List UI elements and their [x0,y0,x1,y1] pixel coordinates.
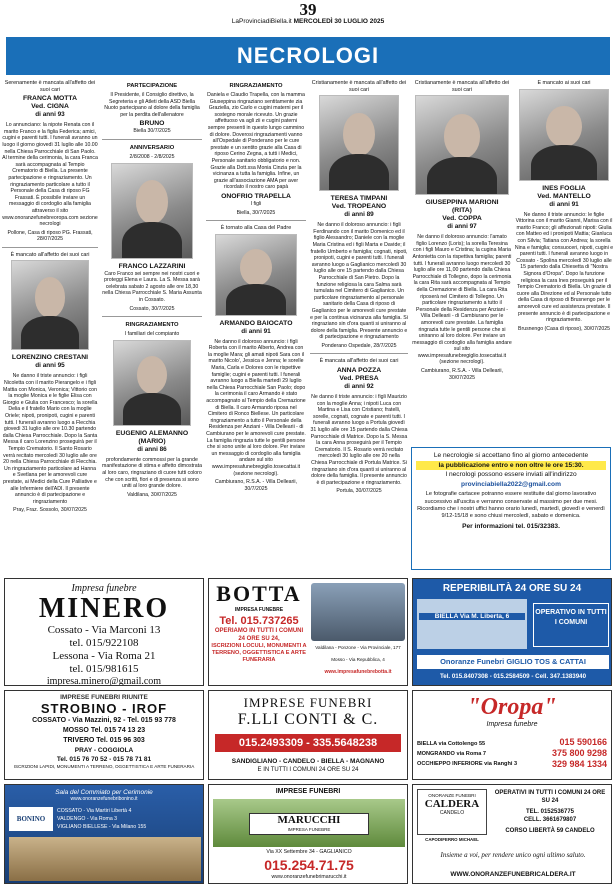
notice-signature: Biella 30/7/2025 [133,128,171,135]
ad-botta [208,578,408,686]
deceased-age: di anni 91 [549,200,579,208]
notice-signature: Pollone, Casa di riposo PG. Frassati, 28/07/2025 [7,229,93,243]
ad-line: E IN TUTTI I COMUNI 24 ORE SU 24 [257,767,359,773]
section-banner: NECROLOGI [6,37,610,75]
deceased-name: GIUSEPPINA MARIONI [425,199,499,207]
ad-address: OCCHIEPPO INFERIORE via Ranghi 3 [417,761,518,767]
deceased-name: TERESA TIMPANI [330,195,388,203]
deceased-name-2: Ved. TROPEANO [331,203,387,211]
deceased-name: FRANCO LAZZARINI [118,262,186,270]
intro: È mancata all'affetto dei suoi cari [319,358,399,365]
intro: I familiari del compianto [124,331,180,338]
notice-phone: Per informazioni tel. 015/32383. [462,523,560,531]
ad-name: BONINO [9,807,53,831]
notice-deadline: la pubblicazione entro e non oltre le ore 15:30. [416,461,606,471]
ad-address: Mosso - Via Repubblica, 4 [331,657,385,662]
deceased-name: BRUNO [139,120,165,128]
ad-giglio [412,578,612,686]
notice-signature: Pray, Fraz. Sossolo, 30/07/2025 [13,507,87,514]
publication-name: LaProvinciadiBiella.it [231,18,292,25]
portrait-photo [415,95,509,195]
notice-text: Caro Franco sei sempre nei nostri cuori e proteggi Elena e Laura. La S. Messa sarà celebrata sabato 2 agosto alle ore 18,30 nella Chiesa Parrocchiale S. Maria Assunta in Cossato. [102,270,202,303]
ad-phone: tel. 015/922108 [69,637,139,649]
ad-address: VIGLIANO BIELLESE - Via Milano 155 [57,824,147,830]
intro: È mancato ai suoi cari [537,80,591,86]
ad-phone: Tel. 015.737265 [219,615,299,627]
section-title: RINGRAZIAMENTO [125,322,179,329]
notice-text: Ne danno il triste annuncio: i figli Maurizio con la moglie Anna; i nipoti Luca con Martina e Lisa con Cristiano; fratelli, sorelle, cognati, cognate e parenti tutti. I funerali avranno luogo a Portula giovedì 31 luglio alle ore 15 partendo dalla Chiesa Parrocchiale di Matrice. Dopo la S. Messa la cara Anna proseguirà per il Tempio Crematorio. Il S. Rosario verrà recitato mercoledì 30 luglio alle ore 20 nella Chiesa Parrocchiale di Portula Matrice. Si ringraziano sin d'ora quanti si uniranno al dolore della famiglia. Il presente annuncio è di partecipazione e ringraziamento. [310,394,408,486]
ad-name: BOTTA [216,581,302,606]
ad-title: Impresa funebre [71,583,137,594]
ad-line: 24 ORE SU 24, [238,636,280,642]
intro: Serenamente è mancata all'affetto dei suoi cari [4,80,96,93]
intro: È tornato alla Casa del Padre [220,225,292,232]
ad-subtitle: IMPRESA FUNEBRE [287,827,331,832]
portrait-photo [11,260,89,350]
ad-phone: 015.254.71.75 [264,857,354,873]
ad-name: MINERO [38,593,170,624]
ad-title: IMPRESE FUNEBRI RIUNITE [60,694,148,701]
notice-signature: Portula, 30/07/2025 [336,488,382,495]
deceased-age: di anni 86 [137,445,167,453]
ad-phone: tel. 015/981615 [69,663,139,675]
portrait-photo [113,340,191,426]
ad-phone: 375 800 9298 [551,748,607,758]
ad-bonino [4,784,204,884]
ad-subtitle: IMPRESA FUNEBRE [234,607,284,613]
notice-signature: Valdilana, 30/07/2025 [127,491,177,498]
ad-place: CANDELO [439,810,465,816]
submission-notice [411,447,611,570]
deceased-age: di anni 97 [447,223,477,231]
ad-phone: Tel. 015.8407308 - 015.2584509 - Cell. 347.1383940 [439,673,587,680]
chapel-photo [9,837,201,881]
page-number: 39 [299,0,317,19]
ad-phone: 329 984 1334 [551,759,607,769]
intro: Cristianamente è mancata all'affetto dei suoi cari [414,80,510,93]
deceased-name: ANNA POZZA [336,367,382,375]
divider [206,220,306,221]
ad-name: STROBINO - IROF [40,701,168,716]
notice-text: Ne danno il doloroso annuncio: l'amato figlio Lorenzo (Loris); la sorella Teresina con i figli Mauro e Cristina; la cugina Maria Antonietta con la rispettiva famiglia; parenti tutti. I funerali avranno luogo mercoledì 30 luglio alle ore 11,00 partendo dalla Chiesa Parrocchiale di Tollegno, dopo la cerimonia la cara Rita sarà accompagnata al Tempio della Cremazione di Biella. La cara Rita riposerà nel Cimitero di Tollegno. Un particolare ringraziamento a tutto il Personale della Residenza per Anziani - Villa Dellearii - di Cambiurano per le amorevoli cure prestate. La famiglia ringrazia tutte le gentili persone che si uniranno al loro dolore. Per inviare un messaggio di cordoglio alla famiglia andare sul sito www.impresafunebregiglio.tosecattai.it (sezione necrologi). [412,234,512,366]
ad-line: COSSATO - Via Mazzini, 92 - Tel. 015 93 778 [32,717,176,724]
ad-name: MARUCCHI [277,814,341,826]
ad-name: CALDERA [424,798,480,810]
deceased-name: FRANCA MOTTA [23,95,77,103]
deceased-name-2: (RITA) [452,207,472,215]
notice-signature: Cossato, 30/7/2025 [129,305,175,312]
ad-address: MONGRANDO via Roma 7 [417,751,487,757]
signatory: I figli [250,200,262,207]
notice-text: Ne danno il doloroso annuncio: i figli Roberta con il marito Alberto, Andrea con la moglie Mara; gli amati nipoti Sara con il marito Nicolo', Jessica e Jenna; le sorelle Maria, Carla e Dolores con le rispettive famiglie; cugini e parenti tutti. I funerali avranno luogo a Biella martedì 29 luglio nella Chiesa Parrocchiale San Paolo; dopo la cerimonia il caro Armando è stato accompagnato al Tempio della Cremazione di Biella. Il caro Armando riposa nel Cimitero di Ronco Biellese. Un particolare ringraziamento a tutto il Personale della Residenza per Anziani - Villa Dellearii - di Cambiurano per le amorevoli cure prestate. La famiglia ringrazia tutte le gentili persone che si sono unite al loro dolore. Per inviare un messaggio di cordoglio alla famiglia andare sul sito www.impresafunebregiglio.tosecattai.it (sezione necrologi). [206,338,306,477]
deceased-age: di anni 91 [241,327,271,335]
ad-line: ISCRIZIONI LOCULI, MONUMENTI A TERRENO, OGGETTISTICA E ARTE FUNERARIA [211,643,307,664]
deceased-name: LORENZINO CRESTANI [11,354,89,362]
ad-title: IMPRESE FUNEBRI [243,695,373,710]
ad-phone: 015.2493309 - 335.5648238 [215,734,401,752]
deceased-name: ARMANDO BAIOCATO [219,319,293,327]
column-2 [102,80,202,560]
notice-signature: Cambiurano, R.S.A. - Villa Dellearii, 30/07/2025 [420,368,504,381]
ad-title: IMPRESE FUNEBRI [275,788,341,795]
ad-conti [208,690,408,780]
notice-text: Il Presidente, il Consiglio direttivo, la Segreteria e gli Atleti della ASD Biella Nuoto partecipano al dolore della famiglia per la perdita dell'allenatore [104,92,200,118]
notice-text: Ne danno il doloroso annuncio: i figli Ferdinando con il marito Domenico ed il figlio Alessandro; Daniele con la moglie Maria Cristina ed i figli Marta e Davide; il fratello Umberto e famiglia; cognati, nipoti, pronipoti, cugini e parenti tutti. I funerali avranno luogo a Gaglianico mercoledì 30 luglio alle ore 15 partendo dalla Chiesa Parrocchiale di San Pietro. Dopo la funzione religiosa la cara Salma sarà tumulata nel Cimitero di Gaglianico. Un particolare ringraziamento al personale sanitario della Casa di riposo di Gaglianico per le amorevoli cure prestate e per la continua vicinanza alla famiglia. Si ringraziano sin d'ora quanti si uniranno al dolore della famiglia. Presente annuncio e di partecipazione e ringraziamento [310,222,408,341]
divider [310,353,408,354]
ad-website: www.impresafunebrebotta.it [324,669,392,675]
deceased-name-2: Ved. MANTELLO [537,192,591,200]
deceased-name-2: Ved. CIGNA [31,103,69,111]
notice-text: Ne danno il triste annuncio: le figlie Vittorina con il marito Gianni, Marisa con il marito Franco; gli affezionati nipoti: Giulia con Matteo ed i pronipoti Mattia; Gianluca con Silvia; Tatiana con Andrea; la sorella Nina e famiglia; consuoceri, nipoti, cugini e parenti tutti. I funerali avranno luogo in Cossato - Spolina mercoledì 30 luglio alle 15 partendo dalla Chiesetta di "Nostra Signora d'Oropa". Dopo la funzione religiosa la cara Ines proseguirà per il Tempio Crematorio di Biella. Un grazie di cuore alla Direzione ed al Personale tutto della Casa di riposo di Brusnengo per le amorevoli cure ed assistenza prestate. Il presente annuncio è di partecipazione e ringraziamento. [514,211,614,324]
column-1 [2,80,98,560]
ad-line: Tel. 015 76 70 52 - 015 78 71 81 [56,756,152,763]
ad-phone: 015 590166 [559,737,607,747]
notice-details: Le fotografie cartacee potranno essere restituite dal giorno lavorativo successivo all'uscita e verranno conservate al massimo per due mesi. Ricordiamo che i nostri uffici hanno orario lunedì, martedì, giovedì e venerdì 9/12-15/18 e sono chiusi mercoledì, sabato e domenica. [417,491,605,519]
ad-website: www.onoranzefunebrimarucchi.it [271,874,347,880]
publication-date: MERCOLEDÌ 30 LUGLIO 2025 [293,18,385,25]
ad-address: Via XX Settembre 34 - GAGLIANICO [266,849,352,855]
ad-strobino [4,690,204,780]
portrait-photo [519,89,609,181]
notice-email[interactable]: provinciabiella2022@gmail.com [461,480,561,488]
intro: Cristianamente è mancata all'affetto dei suoi cari [311,80,407,93]
ad-line: PRAY - COGGIOLA [74,747,134,754]
intro: È mancato all'affetto dei suoi cari [10,251,90,258]
ad-name: F.LLI CONTI & C. [237,711,379,728]
divider [2,247,98,248]
deceased-name-2: (MARIO) [138,437,166,445]
ad-marucchi [208,784,408,884]
ad-email: impresa.minero@gmail.com [46,676,162,686]
divider [102,316,202,317]
anniversary-dates: 2/8/2008 - 2/8/2025 [129,153,175,160]
ad-line: Sala del Commiato per Cerimonie [55,789,153,796]
deceased-name: EUGENIO ALEMANNO [115,429,189,437]
ad-address: BIELLA Via M. Liberta, 6 [419,613,525,620]
portrait-photo [319,95,399,191]
notice-text: Lo annunciano: la nipote Renata con il marito Franco e la figlia Federica; amici, cugini e parenti tutti. I funerali avranno un luogo il giorno giovedì 31 luglio alle 10.00 nella Chiesa Parrocchiale di San Paolo. Al termine della cerimonia, la cara Franca sarà accompagnata al Tempio Crematorio di Biella. La presente partecipazione e ringraziamento. Un ringraziamento particolare a tutto il Personale della Casa di riposo FG Frassati. È possibile inviare un messaggio di cordoglio alla famiglia attraverso il sito www.onoranzefunebreoropa.com sezione necrologi [2,122,98,228]
ad-name: Onoranze Funebri GIGLIO TOS & CATTAI [417,655,609,669]
ad-line: MOSSO Tel. 015 74 13 23 [62,727,146,734]
office-photo [417,599,527,649]
ad-minero [4,578,204,686]
portrait-photo [215,234,297,316]
ad-subtitle: Impresa funebre [486,721,538,728]
ad-address: Cossato - Via Marconi 13 [47,624,161,636]
ad-motto: Insieme a voi, per rendere unico ogni ultimo saluto. [440,851,586,859]
notice-signature: Brusnengo (Casa di riposo), 30/07/2025 [518,325,610,332]
deceased-name-2: Ved. PRESA [339,375,379,383]
publication-line [0,18,616,26]
ad-line: OPERATIVO IN TUTTI I COMUNI [533,603,609,647]
notice-signature: Biella, 30/7/2025 [236,209,276,216]
ad-line: ISCRIZIONI LAPIDI, MONUMENTI A TERRENO, OGGETTISTICA E ARTE FUNERARIA [13,764,195,769]
section-title: PARTECIPAZIONE [126,83,178,89]
ad-subtitle: ONORANZE FUNEBRI [428,793,476,798]
deceased-name-3: Ved. COPPA [442,215,482,223]
notice-signature: Cambiurano, R.S.A. - Villa Dellearii, 30/7/2025 [214,479,298,492]
deceased-age: di anni 92 [344,383,374,391]
staff-photo [311,583,405,641]
ad-phone: CELL. 3661679807 [523,817,577,823]
deceased-name: ONOFRIO TRAPELLA [221,192,291,200]
ad-line: SANDIGLIANO - CANDELO - BIELLA - MAGNANO [231,758,385,765]
notice-line: I necrologi possono essere inviati all'indirizzo [445,471,577,479]
ad-address: COSSATO - Via Martiri Libertà 4 [57,808,132,814]
ad-owner: CAPODIFERRO MICHAEL [425,837,479,842]
column-4 [310,80,408,568]
section-title: RINGRAZIAMENTO [229,83,283,89]
ad-oropa [412,690,612,780]
ad-address: Lessona - Via Roma 21 [52,650,156,662]
deceased-age: di anni 95 [35,362,65,370]
deceased-age: di anni 89 [344,211,374,219]
column-3 [206,80,306,568]
notice-text: Daniela e Claudio Trapella, con la mamma Giuseppina ringraziano sentitamente zia Graziella, zio Carlo e cugini materni per il sostegno morale ricevuto. Un grazie affettuoso va agli zii e cugini paterni sempre presenti in questo lungo cammino di dolore. Doverosi ringraziamenti vanno all'Ospedale di Ponderano per le cure prestate e un sentito grazie alla Casa di riposo Cerino Zegna, a tutti i Medici, Personale sanitario obbligatorio e non. Grazie alla Dott.ssa Monia Cinzia per la vicinanza a tutta la famiglia. Infine, un grazie all'associazione AMA per aver ricordato il nostro caro papà [207,92,305,191]
ad-address: Valdilana - Ponzone - Via Provinciale, 177 [315,645,401,650]
notice-text: Ne danno il triste annuncio: i figli Nicoletta con il marito Pierangelo e i figli Mattia con Monica, Veronica; Vittorio con la moglie Monica e le figlie Elisa con Giorgio e Giulia con Francesco; la sorella Delia e il fratello Mario con la moglie Oriele; nipoti, pronipoti, cugini e parenti tutti. I funerali avranno luogo a Flecchia giovedì 31 luglio alle ore 10.30 partendo dalla Chiesa Parrocchiale. Dopo la Santa Messa il caro Lorenzino proseguirà per il Tempio Crematorio. Il Santo Rosario verrà recitato mercoledì 30 luglio alle ore 20 nella Chiesa Parrocchiale di Flecchia. Un ringraziamento particolare ad Hanna e Svetlana per le amorevoli cure prestate, ai Medici della Cure Palliative e alle Infermiere dell'ADI. Il presente annuncio è di partecipazione e ringraziamento [2,373,98,505]
divider [102,139,202,140]
ad-phone: TEL. 0152536775 [525,809,575,815]
ad-address: VALDENGO - Via Roma 3 [57,816,118,822]
section-title: ANNIVERSARIO [129,144,175,151]
ad-address: BIELLA via Cottolengo 55 [417,741,486,747]
notice-text: profondamente commossi per la grande manifestazione di stima e affetto dimostrata al loro caro, ringraziano di cuore tutti coloro che con scritti, fiori e di presenza si sono uniti al loro grande dolore. [102,456,202,490]
notice-signature: Ponderano Ospedale, 28/7/2025 [321,342,397,349]
ad-name: "Oropa" [467,694,557,720]
ad-line: TRIVERO Tel. 015 96 303 [63,737,145,744]
ad-line: REPERIBILITÀ 24 ORE SU 24 [442,583,582,594]
column-5 [412,80,512,442]
column-6 [514,80,614,442]
ad-address: CORSO LIBERTÀ 59 CANDELO [505,828,595,834]
ad-website: WWW.ONORANZEFUNEBRICALDERA.IT [450,871,576,878]
ad-caldera [412,784,612,884]
ad-line: OPERATIVI IN TUTTI I COMUNI 24 ORE SU 24 [494,790,606,804]
ad-line: OPERIAMO IN TUTTI I COMUNI [214,628,304,634]
deceased-age: di anni 93 [35,111,65,119]
ad-website: www.onoranzefunebribonino.it [70,796,138,802]
portrait-photo [111,163,193,259]
notice-line: Le necrologie si accettano fino al giorno antecedente [433,452,589,459]
deceased-name: INES FOGLIA [542,184,586,192]
